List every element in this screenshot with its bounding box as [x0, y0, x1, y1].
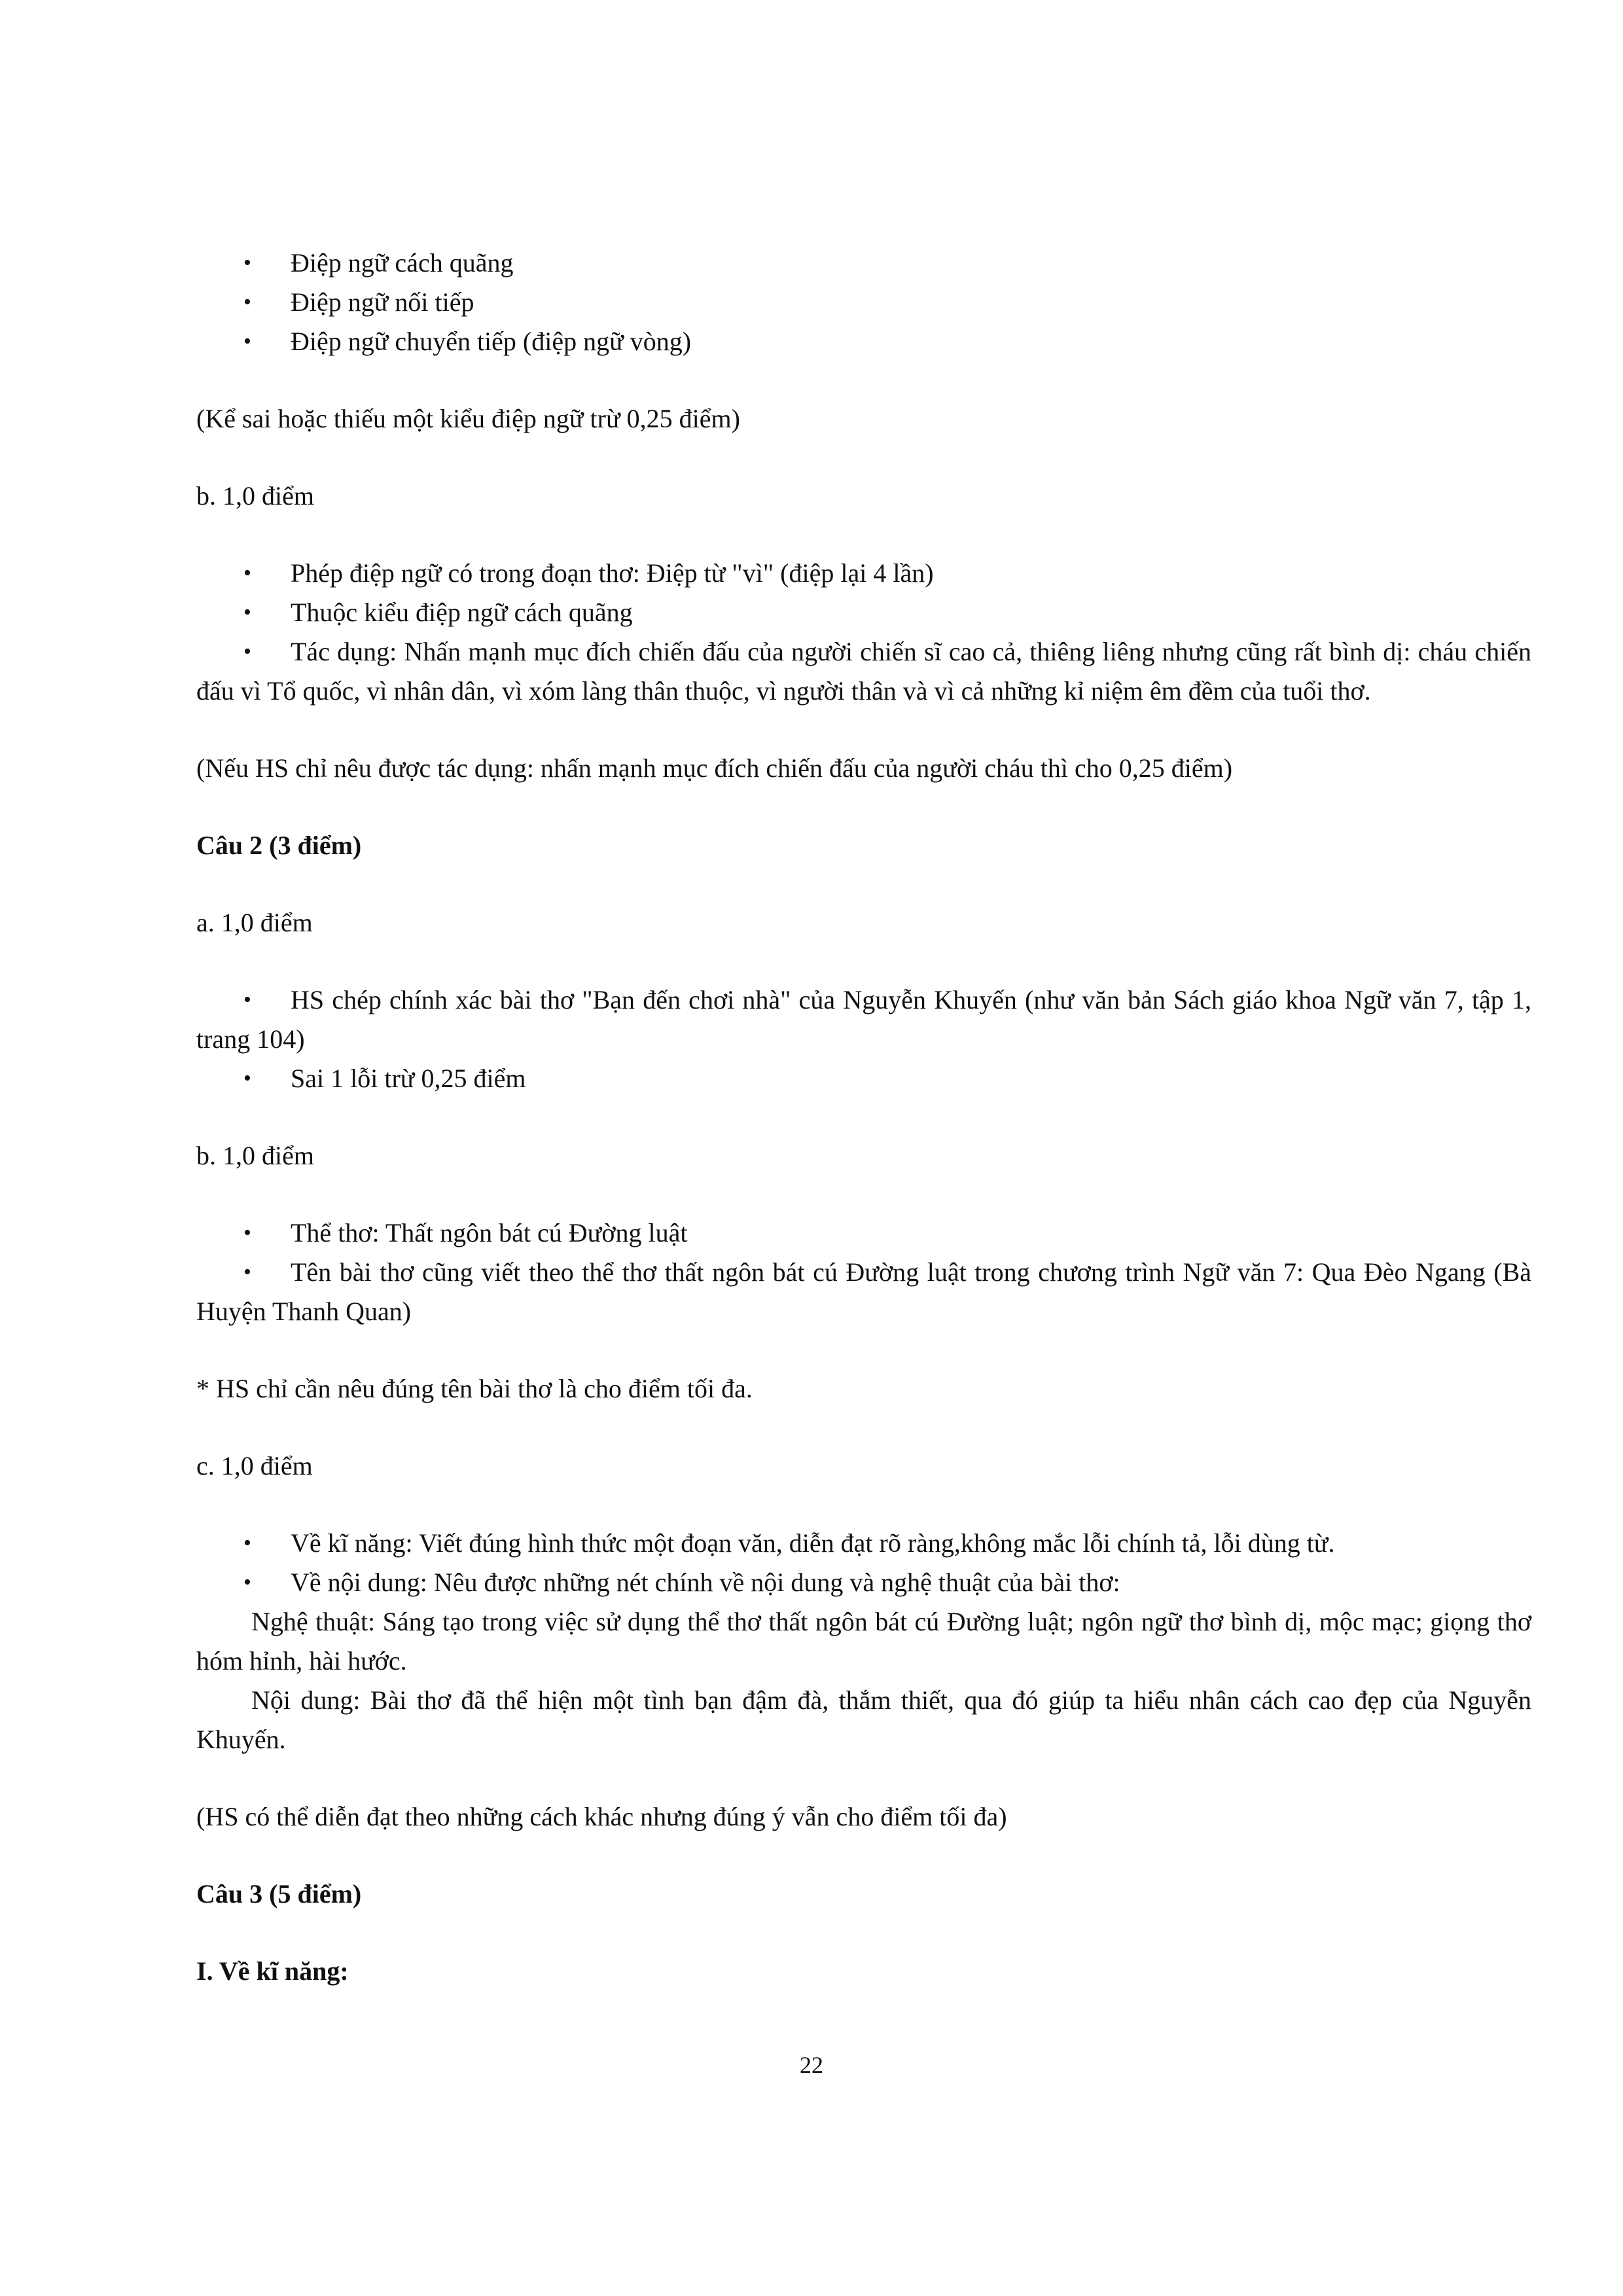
list-q1b	[196, 554, 1531, 711]
list-q2b	[196, 1213, 1531, 1331]
question-heading: Câu 3 (5 điểm)	[196, 1879, 362, 1909]
section-heading: c. 1,0 điểm	[196, 1451, 313, 1480]
note-text: (Nếu HS chỉ nêu được tác dụng: nhấn mạnh mục đích chiến đấu của người cháu thì cho 0,25 điểm)	[196, 753, 1233, 783]
bullet-icon: •	[243, 600, 251, 624]
list-repetition-types	[196, 243, 1531, 361]
section-heading: b. 1,0 điểm	[196, 1141, 314, 1170]
section-heading: a. 1,0 điểm	[196, 908, 313, 937]
note-text: (HS có thể diễn đạt theo những cách khác nhưng đúng ý vẫn cho điểm tối đa)	[196, 1802, 1007, 1831]
paragraph-content: Nội dung: Bài thơ đã thể hiện một tình bạn đậm đà, thắm thiết, qua đó giúp ta hiểu nhân cách cao đẹp của Nguyễn Khuyến.	[196, 1685, 1531, 1754]
list-item: • Thuộc kiểu điệp ngữ cách quãng	[196, 593, 1531, 632]
bullet-icon: •	[243, 290, 251, 314]
bullet-icon: •	[243, 1260, 251, 1284]
bullet-icon: •	[243, 251, 251, 275]
list-q2c	[196, 1524, 1531, 1602]
list-item: • Điệp ngữ chuyển tiếp (điệp ngữ vòng)	[196, 322, 1531, 361]
list-q2a	[196, 980, 1531, 1098]
list-item: • HS chép chính xác bài thơ "Bạn đến chơi nhà" của Nguyễn Khuyến (như văn bản Sách giáo khoa Ngữ văn 7, tập 1, trang 104)	[196, 980, 1531, 1059]
page-number: 22	[800, 2052, 823, 2078]
bullet-icon: •	[243, 639, 251, 664]
section-heading: b. 1,0 điểm	[196, 481, 314, 511]
sub-heading: I. Về kĩ năng:	[196, 1956, 349, 1986]
bullet-icon: •	[243, 1066, 251, 1090]
list-item: • Phép điệp ngữ có trong đoạn thơ: Điệp từ "vì" (điệp lại 4 lần)	[196, 554, 1531, 593]
list-item: • Thể thơ: Thất ngôn bát cú Đường luật	[196, 1213, 1531, 1253]
bullet-icon: •	[243, 329, 251, 353]
note-text: * HS chỉ cần nêu đúng tên bài thơ là cho điểm tối đa.	[196, 1374, 753, 1403]
question-heading: Câu 2 (3 điểm)	[196, 831, 362, 860]
bullet-icon: •	[243, 988, 251, 1012]
list-item: • Điệp ngữ nối tiếp	[196, 283, 1531, 322]
list-item: • Sai 1 lỗi trừ 0,25 điểm	[196, 1059, 1531, 1098]
paragraph-art: Nghệ thuật: Sáng tạo trong việc sử dụng thể thơ thất ngôn bát cú Đường luật; ngôn ngữ thơ bình dị, mộc mạc; giọng thơ hóm hỉnh, hài hước.	[196, 1607, 1531, 1676]
bullet-icon: •	[243, 561, 251, 585]
bullet-icon: •	[243, 1221, 251, 1245]
list-item: • Về nội dung: Nêu được những nét chính về nội dung và nghệ thuật của bài thơ:	[196, 1563, 1531, 1602]
bullet-icon: •	[243, 1570, 251, 1594]
note-text: (Kể sai hoặc thiếu một kiểu điệp ngữ trừ 0,25 điểm)	[196, 404, 740, 433]
bullet-icon: •	[243, 1531, 251, 1555]
list-item: • Về kĩ năng: Viết đúng hình thức một đoạn văn, diễn đạt rõ ràng,không mắc lỗi chính tả, lỗi dùng từ.	[196, 1524, 1531, 1563]
document-page	[196, 243, 1531, 1991]
list-item: • Tác dụng: Nhấn mạnh mục đích chiến đấu của người chiến sĩ cao cả, thiêng liêng nhưng cũng rất bình dị: cháu chiến đấu vì Tổ quốc, vì nhân dân, vì xóm làng thân thuộc, vì người thân và vì cả những kỉ niệm êm đềm của tuổi thơ.	[196, 632, 1531, 711]
list-item: • Tên bài thơ cũng viết theo thể thơ thất ngôn bát cú Đường luật trong chương trình Ngữ văn 7: Qua Đèo Ngang (Bà Huyện Thanh Quan)	[196, 1253, 1531, 1331]
list-item: • Điệp ngữ cách quãng	[196, 243, 1531, 283]
